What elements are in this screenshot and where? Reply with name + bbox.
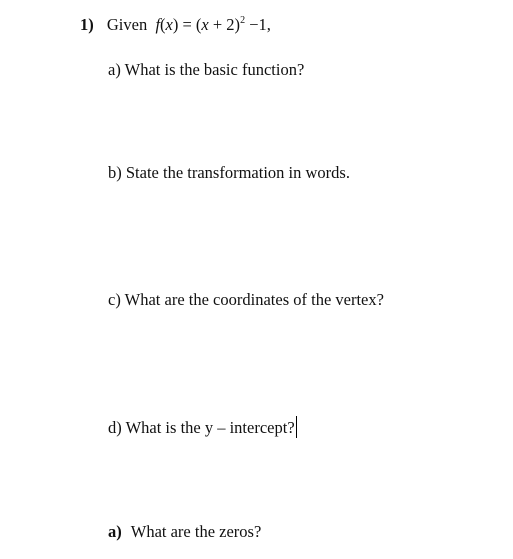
question-lead: Given — [106, 15, 148, 34]
function-name: f — [155, 15, 161, 34]
part-c-label: c) — [108, 290, 121, 309]
function-variable-2: x — [201, 15, 209, 34]
question-heading — [80, 15, 271, 35]
part-d[interactable] — [108, 416, 297, 438]
part-b-text: State the transformation in words. — [125, 163, 350, 182]
part-c-text: What are the coordinates of the vertex? — [124, 290, 384, 309]
part-a — [108, 60, 304, 80]
function-tail: −1, — [245, 15, 271, 34]
part-d-label: d) — [108, 418, 122, 437]
question-number: 1) — [80, 15, 94, 34]
function-exponent: 2 — [240, 15, 246, 26]
part-a-text: What is the basic function? — [124, 60, 305, 79]
function-variable: x — [165, 15, 173, 34]
part-b-label: b) — [108, 163, 122, 182]
part-b — [108, 163, 350, 183]
part-zeros — [108, 522, 261, 542]
function-mid: ) = ( — [172, 15, 202, 34]
part-c — [108, 290, 384, 310]
part-zeros-label: a) — [108, 522, 122, 541]
part-zeros-text: What are the zeros? — [130, 522, 262, 541]
text-cursor — [296, 416, 297, 438]
function-expression: $f(x) = (x + 2)^2 -1$, — [155, 15, 271, 34]
function-plus: + 2) — [208, 15, 241, 34]
part-d-text: What is the y – intercept? — [125, 418, 295, 437]
part-a-label: a) — [108, 60, 121, 79]
